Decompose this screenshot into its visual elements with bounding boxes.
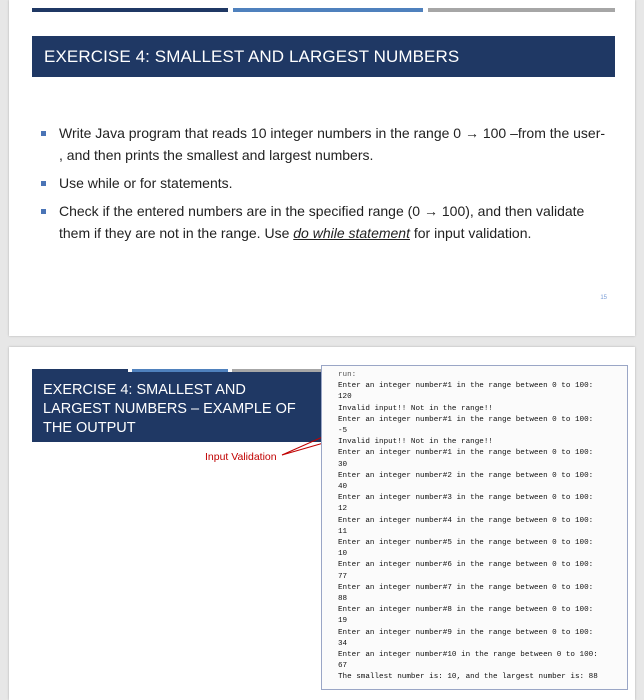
emphasis-text: do while statement — [293, 225, 410, 241]
console-line: Invalid input!! Not in the range!! — [338, 404, 493, 413]
console-line: -5 — [338, 427, 348, 436]
bullet-item — [41, 172, 611, 194]
console-line: Enter an integer number#3 in the range between 0 to 100: — [338, 494, 594, 503]
bullet-text-tail: for input validation. — [409, 225, 532, 241]
console-line: Enter an integer number#1 in the range between 0 to 100: — [338, 382, 594, 391]
bullet-list — [41, 122, 611, 250]
console-line: Enter an integer number#10 in the range between 0 to 100: — [338, 651, 598, 660]
console-line: 40 — [338, 483, 348, 492]
accent-bar-blue — [233, 8, 423, 12]
console-line: Enter an integer number#6 in the range between 0 to 100: — [338, 561, 594, 570]
slide-number: 15 — [600, 295, 607, 301]
slide-1 — [9, 0, 635, 336]
slide-title: EXERCISE 4: SMALLEST AND LARGEST NUMBERS — [32, 36, 615, 77]
console-line: 77 — [338, 572, 348, 581]
accent-bar-dark — [32, 8, 228, 12]
console-line: 19 — [338, 617, 348, 626]
bullet-icon — [41, 209, 46, 214]
top-accent-bars — [32, 8, 615, 12]
slide-title: EXERCISE 4: SMALLEST AND LARGEST NUMBERS – EXAMPLE OF THE OUTPUT — [32, 372, 324, 442]
console-line: 120 — [338, 393, 352, 402]
accent-bar-gray — [428, 8, 615, 12]
bullet-text: Write Java program that reads 10 integer numbers in the range 0 → 100 –from the user- , and then prints the smallest and largest numbers. — [59, 125, 606, 163]
console-line: Invalid input!! Not in the range!! — [338, 438, 493, 447]
console-run-line: run: — [338, 371, 357, 379]
bullet-text: Use while or for statements. — [59, 175, 233, 191]
console-line: 67 — [338, 662, 348, 671]
console-line: Enter an integer number#4 in the range between 0 to 100: — [338, 516, 594, 525]
console-output — [321, 365, 628, 690]
console-line: Enter an integer number#9 in the range between 0 to 100: — [338, 628, 594, 637]
console-line: 88 — [338, 595, 348, 604]
console-line: 12 — [338, 505, 348, 514]
bullet-item — [41, 122, 611, 166]
console-line: Enter an integer number#8 in the range between 0 to 100: — [338, 606, 594, 615]
slide-2 — [9, 347, 635, 700]
bullet-text: Check if the entered numbers are in the specified range (0 → 100), and then validate them if they are not in the range. Use — [59, 203, 585, 241]
bullet-item — [41, 200, 611, 244]
console-line: 11 — [338, 527, 348, 536]
input-validation-label: Input Validation — [205, 451, 277, 463]
console-line: 10 — [338, 550, 348, 559]
bullet-icon — [41, 181, 46, 186]
console-line: Enter an integer number#1 in the range between 0 to 100: — [338, 449, 594, 458]
console-line: Enter an integer number#1 in the range between 0 to 100: — [338, 415, 594, 424]
bullet-icon — [41, 131, 46, 136]
console-line: The smallest number is: 10, and the largest number is: 88 — [338, 673, 598, 682]
console-line: Enter an integer number#5 in the range between 0 to 100: — [338, 539, 594, 548]
console-line: Enter an integer number#7 in the range between 0 to 100: — [338, 583, 594, 592]
console-line: 30 — [338, 460, 348, 469]
console-line: 34 — [338, 639, 348, 648]
console-line: Enter an integer number#2 in the range between 0 to 100: — [338, 471, 594, 480]
